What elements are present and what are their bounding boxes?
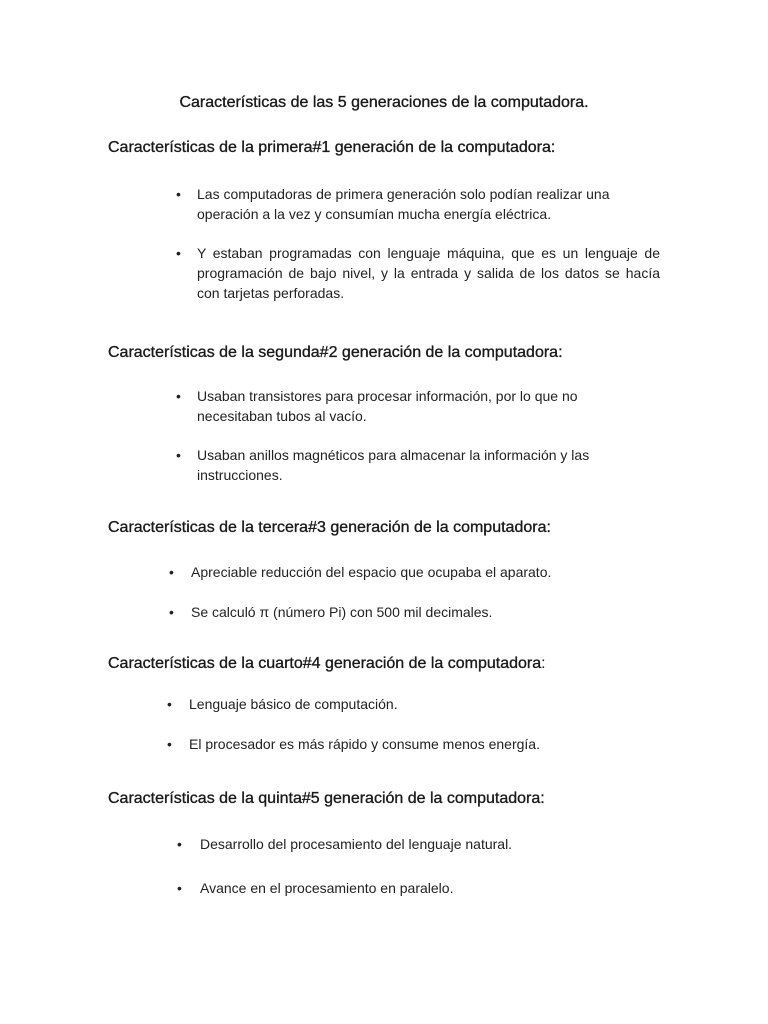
list-item-text: Se calculó π (número Pi) con 500 mil decimales. (191, 604, 493, 620)
list-item (176, 445, 646, 485)
bullet-icon: • (176, 245, 181, 261)
list-item (169, 562, 649, 582)
bullet-icon: • (167, 696, 172, 712)
list-item (177, 878, 657, 898)
list-item-text: Desarrollo del procesamiento del lenguaje natural. (200, 836, 513, 852)
bullet-icon: • (176, 388, 181, 404)
list-item-text: Las computadoras de primera generación solo podían realizar una operación a la vez y consumían mucha energía eléctrica. (197, 186, 610, 222)
bullet-icon: • (176, 447, 181, 463)
list-item-text: Y estaban programadas con lenguaje máquina, que es un lenguaje de programación de bajo nivel, y la entrada y salida de los datos se hacía con tarjetas perforadas. (197, 245, 660, 301)
list-item (169, 602, 649, 622)
list-item-text: Lenguaje básico de computación. (189, 696, 398, 712)
list-item-text: Avance en el procesamiento en paralelo. (200, 880, 454, 896)
section-heading-3: Características de la tercera#3 generación de la computadora: (108, 519, 551, 536)
section-heading-4 (108, 654, 546, 674)
bullet-icon: • (177, 880, 182, 896)
list-item (167, 694, 647, 714)
list-item-text: Usaban anillos magnéticos para almacenar la información y las instrucciones. (197, 447, 590, 483)
list-item (176, 243, 660, 303)
bullet-icon: • (176, 186, 181, 202)
bullet-icon: • (169, 564, 174, 580)
list-item (176, 184, 660, 224)
section-heading-1: Características de la primera#1 generación de la computadora: (108, 139, 556, 156)
section-heading-4-colon: : (541, 655, 546, 672)
section-heading-2: Características de la segunda#2 generación de la computadora: (108, 344, 563, 361)
bullet-icon: • (167, 736, 172, 752)
bullet-icon: • (177, 836, 182, 852)
list-item-text: Apreciable reducción del espacio que ocupaba el aparato. (191, 564, 552, 580)
section-heading-5: Características de la quinta#5 generación de la computadora: (108, 790, 545, 807)
list-item (167, 734, 647, 754)
section-heading-4-text: Características de la cuarto#4 generación de la computadora (108, 655, 542, 672)
list-item (177, 834, 657, 854)
bullet-icon: • (169, 604, 174, 620)
page-title: Características de las 5 generaciones de la computadora. (179, 94, 589, 111)
list-item (176, 386, 646, 426)
list-item-text: El procesador es más rápido y consume menos energía. (189, 736, 540, 752)
list-item-text: Usaban transistores para procesar información, por lo que no necesitaban tubos al vacío. (197, 388, 578, 424)
